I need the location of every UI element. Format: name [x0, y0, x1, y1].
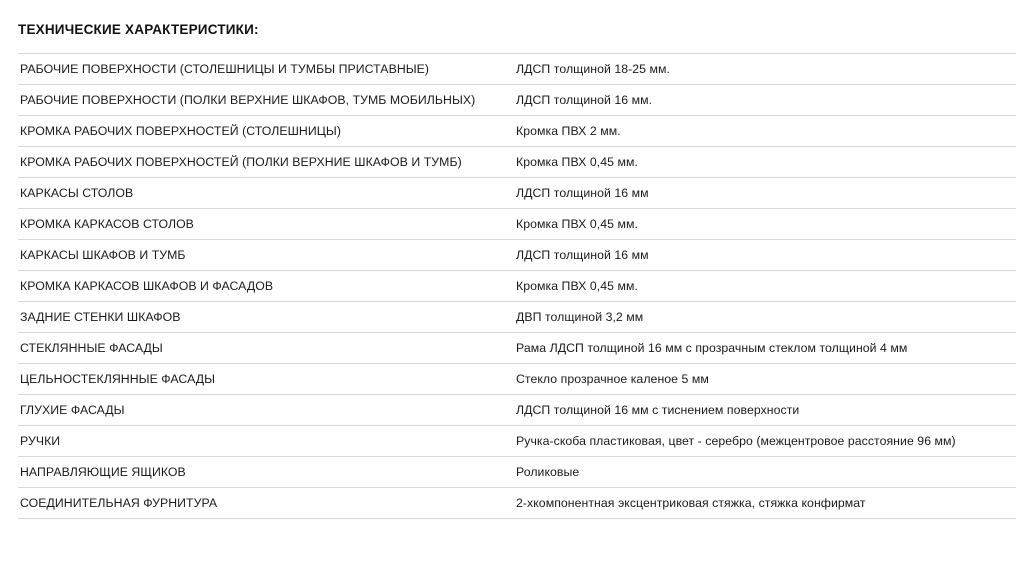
table-row	[18, 147, 1016, 178]
spec-value: Кромка ПВХ 0,45 мм.	[508, 209, 1016, 240]
table-row	[18, 302, 1016, 333]
spec-parameter: КРОМКА КАРКАСОВ ШКАФОВ И ФАСАДОВ	[18, 271, 508, 302]
spec-parameter: НАПРАВЛЯЮЩИЕ ЯЩИКОВ	[18, 457, 508, 488]
spec-parameter: СОЕДИНИТЕЛЬНАЯ ФУРНИТУРА	[18, 488, 508, 519]
spec-parameter: КРОМКА КАРКАСОВ СТОЛОВ	[18, 209, 508, 240]
table-row	[18, 240, 1016, 271]
table-row	[18, 271, 1016, 302]
table-row	[18, 457, 1016, 488]
spec-value: Кромка ПВХ 0,45 мм.	[508, 271, 1016, 302]
table-row	[18, 178, 1016, 209]
specifications-table	[18, 53, 1016, 519]
spec-parameter: РАБОЧИЕ ПОВЕРХНОСТИ (ПОЛКИ ВЕРХНИЕ ШКАФОВ, ТУМБ МОБИЛЬНЫХ)	[18, 85, 508, 116]
table-row	[18, 333, 1016, 364]
spec-value: ЛДСП толщиной 16 мм	[508, 178, 1016, 209]
table-row	[18, 116, 1016, 147]
spec-value: Кромка ПВХ 0,45 мм.	[508, 147, 1016, 178]
table-row	[18, 364, 1016, 395]
spec-value: ЛДСП толщиной 16 мм	[508, 240, 1016, 271]
table-row	[18, 488, 1016, 519]
table-row	[18, 85, 1016, 116]
spec-value: Кромка ПВХ 2 мм.	[508, 116, 1016, 147]
spec-parameter: РАБОЧИЕ ПОВЕРХНОСТИ (СТОЛЕШНИЦЫ И ТУМБЫ ПРИСТАВНЫЕ)	[18, 54, 508, 85]
spec-value: ДВП толщиной 3,2 мм	[508, 302, 1016, 333]
spec-parameter: КРОМКА РАБОЧИХ ПОВЕРХНОСТЕЙ (СТОЛЕШНИЦЫ)	[18, 116, 508, 147]
table-row	[18, 54, 1016, 85]
spec-parameter: КРОМКА РАБОЧИХ ПОВЕРХНОСТЕЙ (ПОЛКИ ВЕРХНИЕ ШКАФОВ И ТУМБ)	[18, 147, 508, 178]
spec-value: ЛДСП толщиной 18-25 мм.	[508, 54, 1016, 85]
page-title: ТЕХНИЧЕСКИЕ ХАРАКТЕРИСТИКИ:	[18, 22, 259, 37]
spec-value: ЛДСП толщиной 16 мм.	[508, 85, 1016, 116]
table-row	[18, 209, 1016, 240]
spec-value: Рама ЛДСП толщиной 16 мм с прозрачным стеклом толщиной 4 мм	[508, 333, 1016, 364]
spec-value: Стекло прозрачное каленое 5 мм	[508, 364, 1016, 395]
spec-value: Роликовые	[508, 457, 1016, 488]
spec-parameter: ЗАДНИЕ СТЕНКИ ШКАФОВ	[18, 302, 508, 333]
spec-parameter: СТЕКЛЯННЫЕ ФАСАДЫ	[18, 333, 508, 364]
spec-parameter: ЦЕЛЬНОСТЕКЛЯННЫЕ ФАСАДЫ	[18, 364, 508, 395]
spec-value: 2-хкомпонентная эксцентриковая стяжка, стяжка конфирмат	[508, 488, 1016, 519]
spec-parameter: РУЧКИ	[18, 426, 508, 457]
spec-value: ЛДСП толщиной 16 мм с тиснением поверхности	[508, 395, 1016, 426]
table-row	[18, 395, 1016, 426]
spec-parameter: КАРКАСЫ СТОЛОВ	[18, 178, 508, 209]
spec-parameter: ГЛУХИЕ ФАСАДЫ	[18, 395, 508, 426]
spec-parameter: КАРКАСЫ ШКАФОВ И ТУМБ	[18, 240, 508, 271]
spec-value: Ручка-скоба пластиковая, цвет - серебро (межцентровое расстояние 96 мм)	[508, 426, 1016, 457]
specifications-table-body	[18, 54, 1016, 519]
table-row	[18, 426, 1016, 457]
